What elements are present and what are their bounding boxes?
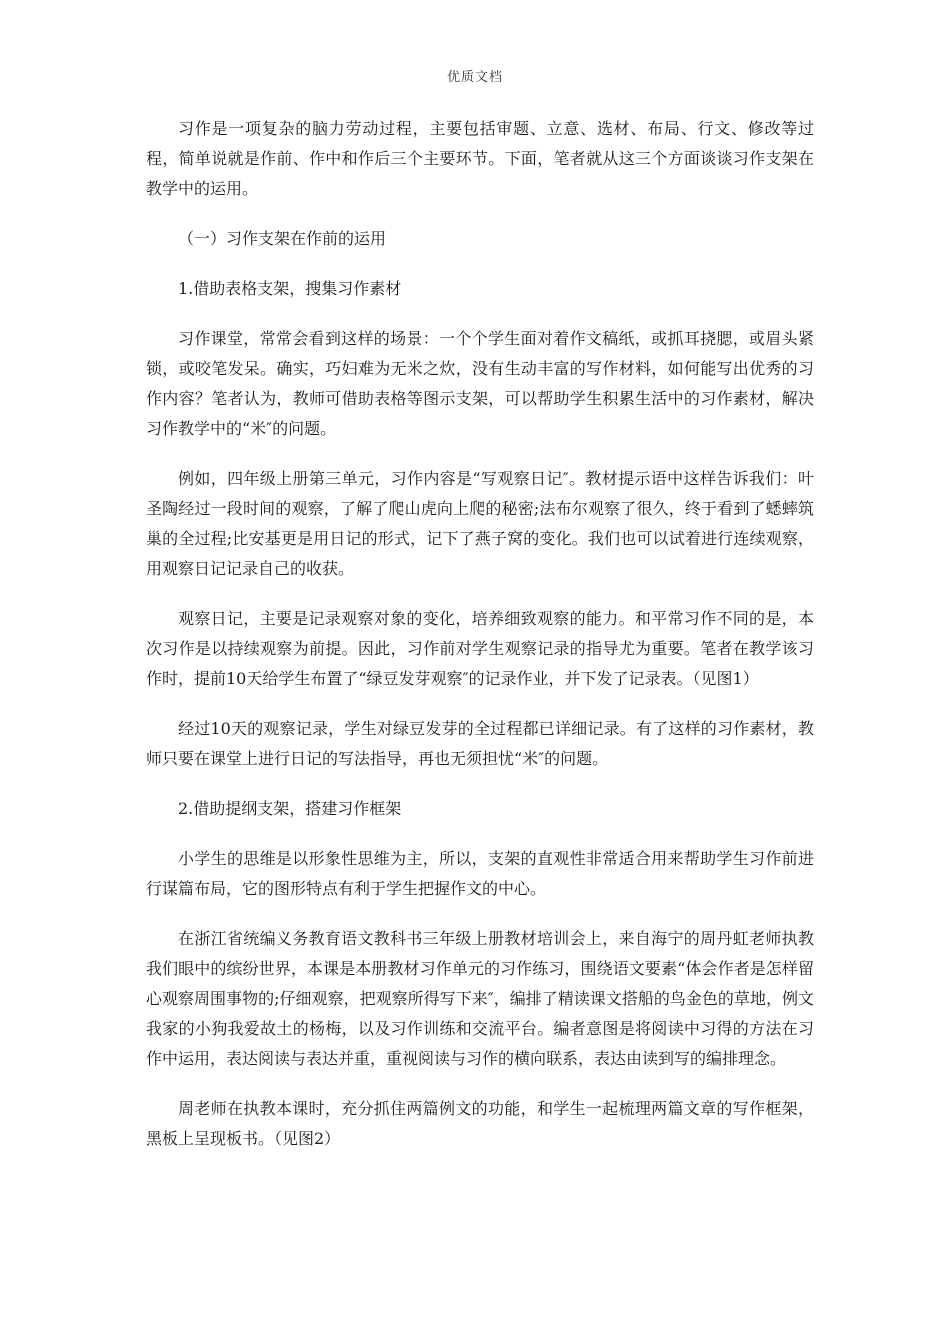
- paragraph: 习作课堂，常常会看到这样的场景：一个个学生面对着作文稿纸，或抓耳挠腮，或眉头紧锁，或咬笔发呆。确实，巧妇难为无米之炊，没有生动丰富的写作材料，如何能写出优秀的习作内容？笔者认为，教师可借助表格等图示支架，可以帮助学生积累生活中的习作素材，解决习作教学中的“米″的问题。: [146, 329, 814, 438]
- paragraph: 在浙江省统编义务教育语文教科书三年级上册教材培训会上，来自海宁的周丹虹老师执教我们眼中的缤纷世界，本课是本册教材习作单元的习作练习，围绕语文要素“体会作者是怎样留心观察周围事物的;仔细观察，把观察所得写下来″，编排了精读课文搭船的鸟金色的草地，例文我家的小狗我爱故土的杨梅，以及习作训练和交流平台。编者意图是将阅读中习得的方法在习作中运用，表达阅读与表达并重，重视阅读与习作的横向联系，表达由读到写的编排理念。: [146, 929, 814, 1068]
- document-body: [146, 114, 814, 1174]
- subsection-heading: 1.借助表格支架，搜集习作素材: [178, 279, 402, 298]
- section-heading: （一）习作支架在作前的运用: [178, 229, 387, 248]
- page-header: 优质文档: [446, 70, 503, 85]
- paragraph: 例如，四年级上册第三单元，习作内容是“写观察日记″。教材提示语中这样告诉我们：叶圣陶经过一段时间的观察，了解了爬山虎向上爬的秘密;法布尔观察了很久，终于看到了蟋蟀筑巢的全过程;比安基更是用日记的形式，记下了燕子窝的变化。我们也可以试着进行连续观察，用观察日记记录自己的收获。: [146, 469, 814, 578]
- paragraph: 经过10天的观察记录，学生对绿豆发芽的全过程都已详细记录。有了这样的习作素材，教师只要在课堂上进行日记的写法指导，再也无须担忧“米″的问题。: [146, 719, 814, 768]
- paragraph: 周老师在执教本课时，充分抓住两篇例文的功能，和学生一起梳理两篇文章的写作框架，黑板上呈现板书。（见图2）: [146, 1099, 814, 1148]
- paragraph: 小学生的思维是以形象性思维为主，所以，支架的直观性非常适合用来帮助学生习作前进行谋篇布局，它的图形特点有利于学生把握作文的中心。: [146, 849, 814, 898]
- paragraph: 习作是一项复杂的脑力劳动过程，主要包括审题、立意、选材、布局、行文、修改等过程，简单说就是作前、作中和作后三个主要环节。下面，笔者就从这三个方面谈谈习作支架在教学中的运用。: [146, 119, 814, 198]
- paragraph: 观察日记，主要是记录观察对象的变化，培养细致观察的能力。和平常习作不同的是，本次习作是以持续观察为前提。因此，习作前对学生观察记录的指导尤为重要。笔者在教学该习作时，提前10天给学生布置了“绿豆发芽观察″的记录作业，并下发了记录表。（见图1）: [146, 609, 814, 688]
- subsection-heading: 2.借助提纲支架，搭建习作框架: [178, 799, 402, 818]
